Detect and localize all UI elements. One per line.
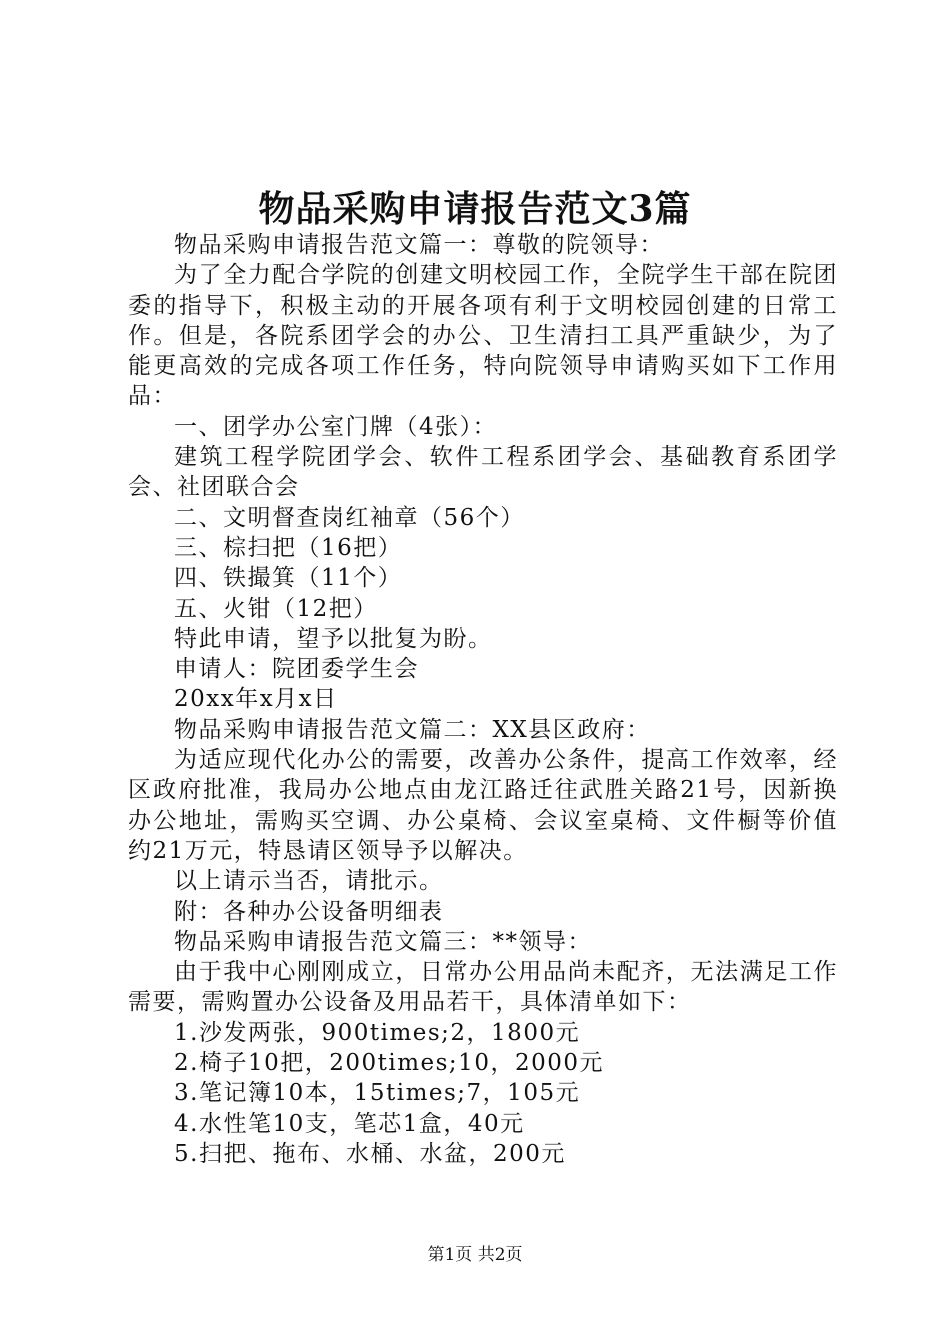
list-item: 3.笔记簿10本，15times;7，105元 xyxy=(174,1080,581,1107)
list-item: 5.扫把、拖布、水桶、水盆，200元 xyxy=(174,1140,566,1167)
paragraph: 物品采购申请报告范文篇一：尊敬的院领导： xyxy=(174,232,664,258)
paragraph: 申请人：院团委学生会 xyxy=(174,656,419,683)
list-item: 4.水性笔10支，笔芯1盒，40元 xyxy=(174,1110,525,1137)
document-title: 物品采购申请报告范文3篇 xyxy=(258,188,692,230)
paragraph: 以上请示当否，请批示。 xyxy=(174,868,444,895)
paragraph: 建筑工程学院团学会、软件工程系团学会、基础教育系团学会、社团联合会 xyxy=(128,444,838,501)
paragraph: 由于我中心刚刚成立，日常办公用品尚未配齐，无法满足工作需要，需购置办公设备及用品若干，具体清单如下： xyxy=(128,959,838,1016)
paragraph: 物品采购申请报告范文篇三：**领导： xyxy=(174,928,592,955)
list-item: 2.椅子10把，200times;10，2000元 xyxy=(174,1050,604,1077)
paragraph: 二、文明督查岗红袖章（56个） xyxy=(174,504,525,531)
document-body xyxy=(128,230,838,1169)
paragraph: 特此申请，望予以批复为盼。 xyxy=(174,625,493,652)
paragraph: 五、火钳（12把） xyxy=(174,595,378,622)
paragraph: 三、棕扫把（16把） xyxy=(174,534,403,561)
paragraph: 物品采购申请报告范文篇二：XX县区政府： xyxy=(174,716,651,743)
paragraph: 为适应现代化办公的需要，改善办公条件，提高工作效率，经区政府批准，我局办公地点由龙江路迁往武胜关路21号，因新换办公地址，需购买空调、办公桌椅、会议室桌椅、文件橱等价值约21万元，特恳请区领导予以解决。 xyxy=(128,747,838,864)
page-footer: 第1页 共2页 xyxy=(427,1245,523,1265)
paragraph: 附：各种办公设备明细表 xyxy=(174,898,444,925)
paragraph: 四、铁撮箕（11个） xyxy=(174,565,403,592)
list-item: 1.沙发两张，900times;2，1800元 xyxy=(174,1019,581,1046)
paragraph: 一、团学办公室门牌（4张）： xyxy=(174,413,498,440)
paragraph: 为了全力配合学院的创建文明校园工作，全院学生干部在院团委的指导下，积极主动的开展各项有利于文明校园创建的日常工作。但是，各院系团学会的办公、卫生清扫工具严重缺少，为了能更高效的完成各项工作任务，特向院领导申请购买如下工作用品： xyxy=(128,262,838,410)
paragraph: 20xx年x月x日 xyxy=(174,686,338,713)
